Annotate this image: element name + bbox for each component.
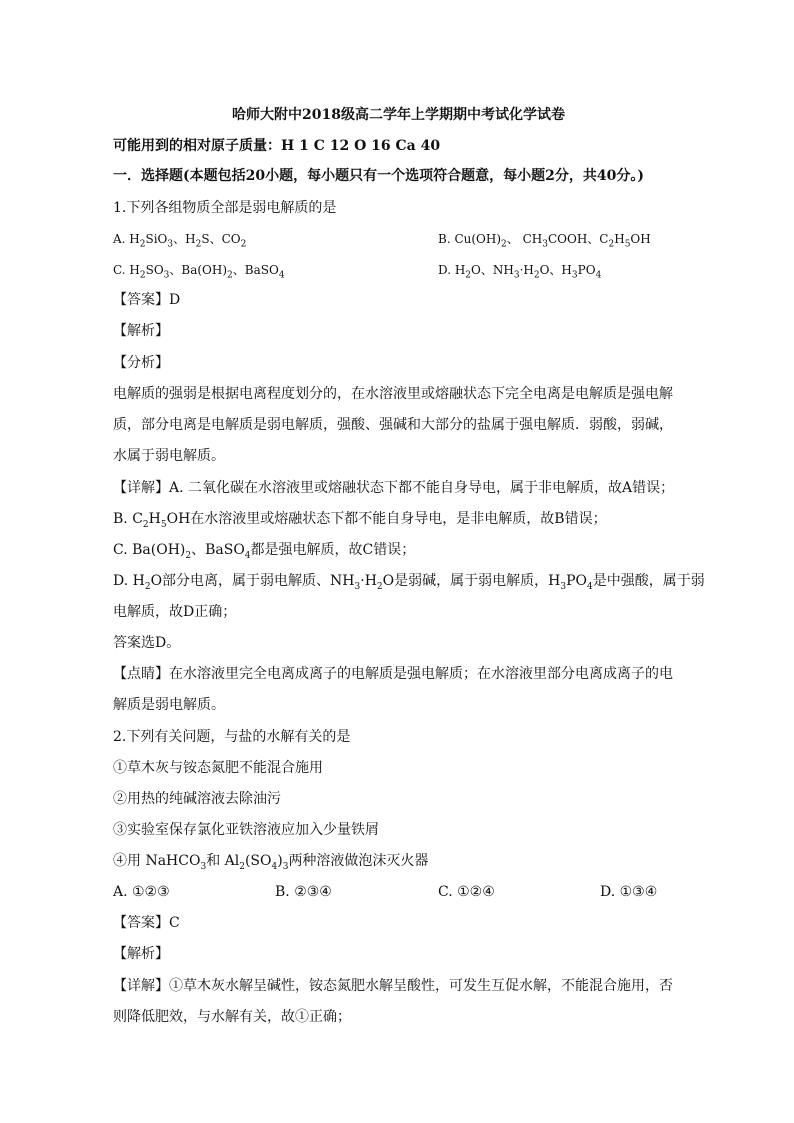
question-1-stem: 1.下列各组物质全部是弱电解质的是 — [113, 200, 337, 216]
question-2-stem: 2.下列有关问题，与盐的水解有关的是 — [113, 729, 351, 745]
q1-analysis-label: 【解析】 — [113, 323, 169, 339]
section-header: 一．选择题(本题包括20小题，每小题只有一个选项符合题意，每小题2分，共40分。) — [113, 168, 644, 184]
q1-detail-line: B. $C_2H_5OH$在水溶液里或熔融状态下都不能自身导电，是非电解质，故B错误； — [113, 511, 607, 530]
q1-option-d: D. $H_2O$、$NH_3\cdot H_2O$、$H_3PO_4$ — [438, 263, 602, 281]
q1-option-b: B. $Cu(OH)_2$、 $CH_3COOH$、$C_2H_5OH$ — [438, 232, 651, 250]
q2-detail-line: 【详解】①草木灰水解呈碱性，铵态氮肥水解呈酸性，可发生互促水解，不能混合施用，否 — [113, 978, 673, 994]
q1-detail-line: 电解质，故D正确； — [113, 604, 237, 620]
q1-fenxi-label: 【分析】 — [113, 355, 169, 371]
q2-option-d: D. ①③④ — [600, 884, 658, 900]
q1-point-line: 【点睛】在水溶液里完全电离成离子的电解质是强电解质；在水溶液里部分电离成离子的电 — [113, 666, 673, 682]
q2-item: ②用热的纯碱溶液去除油污 — [113, 791, 281, 807]
q2-item: ④用 NaHCO$_3$和 $Al_2(SO_4)_3$两种溶液做泡沫灭火器 — [113, 853, 429, 872]
q1-option-c: C. $H_2SO_3$、$Ba(OH)_2$、BaSO$_4$ — [113, 263, 285, 281]
q1-fenxi-line: 质，部分电离是电解质是弱电解质，强酸、强碱和大部分的盐属于强电解质．弱酸，弱碱， — [113, 417, 673, 433]
q1-fenxi-line: 水属于弱电解质。 — [113, 448, 225, 464]
q1-fenxi-line: 电解质的强弱是根据电离程度划分的，在水溶液里或熔融状态下完全电离是电解质是强电解 — [113, 386, 673, 402]
q1-point-line: 解质是弱电解质。 — [113, 697, 225, 713]
q1-conclusion: 答案选D。 — [113, 635, 181, 651]
q1-detail-line: 【详解】A. 二氧化碳在水溶液里或熔融状态下都不能自身导电，属于非电解质，故A错误； — [113, 480, 675, 496]
q2-option-b: B. ②③④ — [275, 884, 332, 900]
q2-option-c: C. ①②④ — [438, 884, 495, 900]
q2-analysis-label: 【解析】 — [113, 946, 169, 962]
page-title: 哈师大附中2018级高二学年上学期期中考试化学试卷 — [232, 107, 565, 123]
q1-detail-line: C. $Ba(OH)_2$、BaSO$_4$都是强电解质，故C错误； — [113, 542, 416, 561]
q2-item: ③实验室保存氯化亚铁溶液应加入少量铁屑 — [113, 822, 379, 838]
q2-detail-line: 则降低肥效，与水解有关，故①正确； — [113, 1009, 351, 1025]
q2-item: ①草木灰与铵态氮肥不能混合施用 — [113, 760, 323, 776]
q2-answer: 【答案】C — [113, 915, 180, 931]
q1-option-a: A. $H_2SiO_3$、$H_2S$、$CO_2$ — [113, 232, 247, 250]
q1-answer: 【答案】D — [113, 292, 181, 308]
q1-detail-line: D. $H_2O$部分电离，属于弱电解质、$NH_3\cdot H_2O$是弱碱，属于弱电解质，$H_3PO_4$是中强酸，属于弱 — [113, 573, 705, 592]
q2-option-a: A. ①②③ — [113, 884, 170, 900]
atomic-masses: 可能用到的相对原子质量：H 1 C 12 O 16 Ca 40 — [113, 138, 441, 154]
